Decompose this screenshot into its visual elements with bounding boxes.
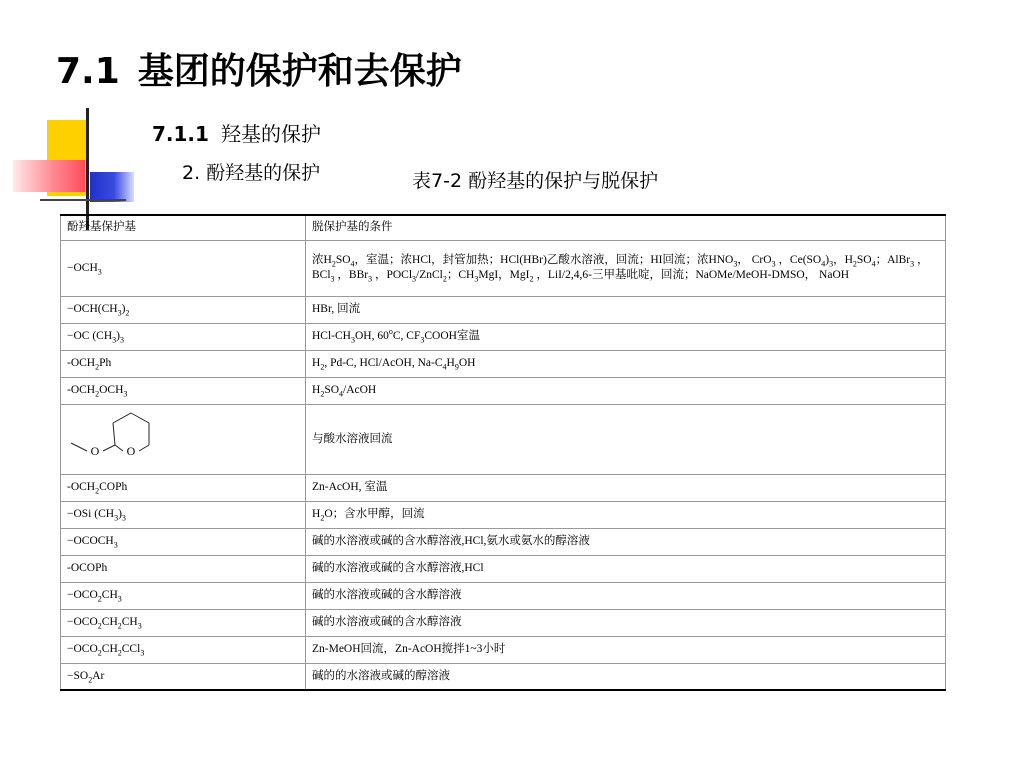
- deprotection-condition-cell: 碱的的水溶液或碱的醇溶液: [306, 663, 946, 690]
- deprotection-condition-cell: 碱的水溶液或碱的含水醇溶液,HCl,氨水或氨水的醇溶液: [306, 528, 946, 555]
- table-row: [61, 474, 946, 501]
- protecting-group-cell: −OSi $(CH_3)_3$: [61, 501, 306, 528]
- deprotection-condition-cell: 浓$H_2SO_4$，室温；浓HCl，封管加热；HCl(HBr)乙酸水溶液，回流；HI回流；浓$HNO_3$， CrO$_3$ ，$Ce(SO_4)_3$，$H_2SO_4$；AlBr$_3$ ，BCl$_3$ ，BBr$_3$ ，POCl$_3$/ZnCl$_2$；$CH_3MgI$，MgI$_2$ ，LiI/2,4,6-三甲基吡啶，回流；NaOMe/MeOH-DMSO， NaOH: [306, 240, 946, 296]
- protecting-group-cell: $-OCO_2CH_2CCl_3$: [61, 636, 306, 663]
- deprotection-condition-cell: 碱的水溶液或碱的含水醇溶液: [306, 582, 946, 609]
- deprotection-condition-cell: HCl-$CH_3OH$, 60$^o$C, $CF_3COOH$室温: [306, 323, 946, 350]
- structure-atom-right: O: [126, 443, 136, 458]
- protection-table: [60, 214, 946, 691]
- slide-title-text: 基团的保护和去保护: [137, 51, 462, 92]
- decoration-pink-bar: [13, 160, 85, 192]
- table-row: [61, 636, 946, 663]
- protecting-group-cell: $-OCH_2Ph$: [61, 350, 306, 377]
- protecting-group-cell: [61, 404, 306, 474]
- table-row: [61, 663, 946, 690]
- section-heading-text: 羟基的保护: [220, 122, 321, 146]
- table-header-row: [61, 215, 946, 240]
- table-row: [61, 528, 946, 555]
- protecting-group-cell: $-OCOCH_3$: [61, 528, 306, 555]
- deprotection-condition-cell: $H_2$, Pd-C, HCl/AcOH, $Na-C_4H_9OH$: [306, 350, 946, 377]
- decoration-blue-bar: [90, 172, 134, 202]
- protecting-group-cell: $-OCH_3$: [61, 240, 306, 296]
- table-header-cell: 酚羟基保护基: [61, 215, 306, 240]
- deprotection-condition-cell: 碱的水溶液或碱的含水醇溶液,HCl: [306, 555, 946, 582]
- structure-atom-left: O: [90, 443, 100, 458]
- protecting-group-cell: $-OCO_2CH_2CH_3$: [61, 609, 306, 636]
- protecting-group-cell: $-OCH_2COPh$: [61, 474, 306, 501]
- table-row: [61, 240, 946, 296]
- protecting-group-cell: $-OCH(CH_3)_2$: [61, 296, 306, 323]
- slide-title: [56, 44, 462, 100]
- table-body: [61, 215, 946, 690]
- section-heading-number: 7.1.1: [152, 122, 209, 146]
- protecting-group-cell: $-OCO_2CH_3$: [61, 582, 306, 609]
- table-row: [61, 404, 946, 474]
- table-row: [61, 323, 946, 350]
- table-row: [61, 609, 946, 636]
- table-header-cell: 脱保护基的条件: [306, 215, 946, 240]
- deprotection-condition-cell: $H_2O$；含水甲醇，回流: [306, 501, 946, 528]
- tetrahydropyranyl-structure: [67, 407, 167, 467]
- deprotection-condition-cell: Zn-AcOH, 室温: [306, 474, 946, 501]
- deprotection-condition-cell: HBr, 回流: [306, 296, 946, 323]
- deprotection-condition-cell: 与酸水溶液回流: [306, 404, 946, 474]
- deprotection-condition-cell: 碱的水溶液或碱的含水醇溶液: [306, 609, 946, 636]
- table-row: [61, 377, 946, 404]
- deprotection-condition-cell: $H_2SO_4$/AcOH: [306, 377, 946, 404]
- table-caption: 表7-2 酚羟基的保护与脱保护: [412, 170, 659, 192]
- section-heading: [152, 118, 321, 147]
- table-row: [61, 582, 946, 609]
- table-row: [61, 555, 946, 582]
- protecting-group-cell: -OCOPh: [61, 555, 306, 582]
- list-item-heading: 2. 酚羟基的保护: [182, 162, 321, 184]
- protecting-group-cell: $-OCH_2OCH_3$: [61, 377, 306, 404]
- slide-title-number: 7.1: [56, 51, 120, 92]
- table-row: [61, 501, 946, 528]
- decoration-vertical-line: [86, 108, 89, 230]
- deprotection-condition-cell: Zn-MeOH回流，Zn-AcOH搅拌1~3小时: [306, 636, 946, 663]
- table-row: [61, 350, 946, 377]
- decoration-horizontal-line: [40, 199, 126, 201]
- table-row: [61, 296, 946, 323]
- protecting-group-cell: $-SO_2Ar$: [61, 663, 306, 690]
- protecting-group-cell: −OC $(CH_3)_3$: [61, 323, 306, 350]
